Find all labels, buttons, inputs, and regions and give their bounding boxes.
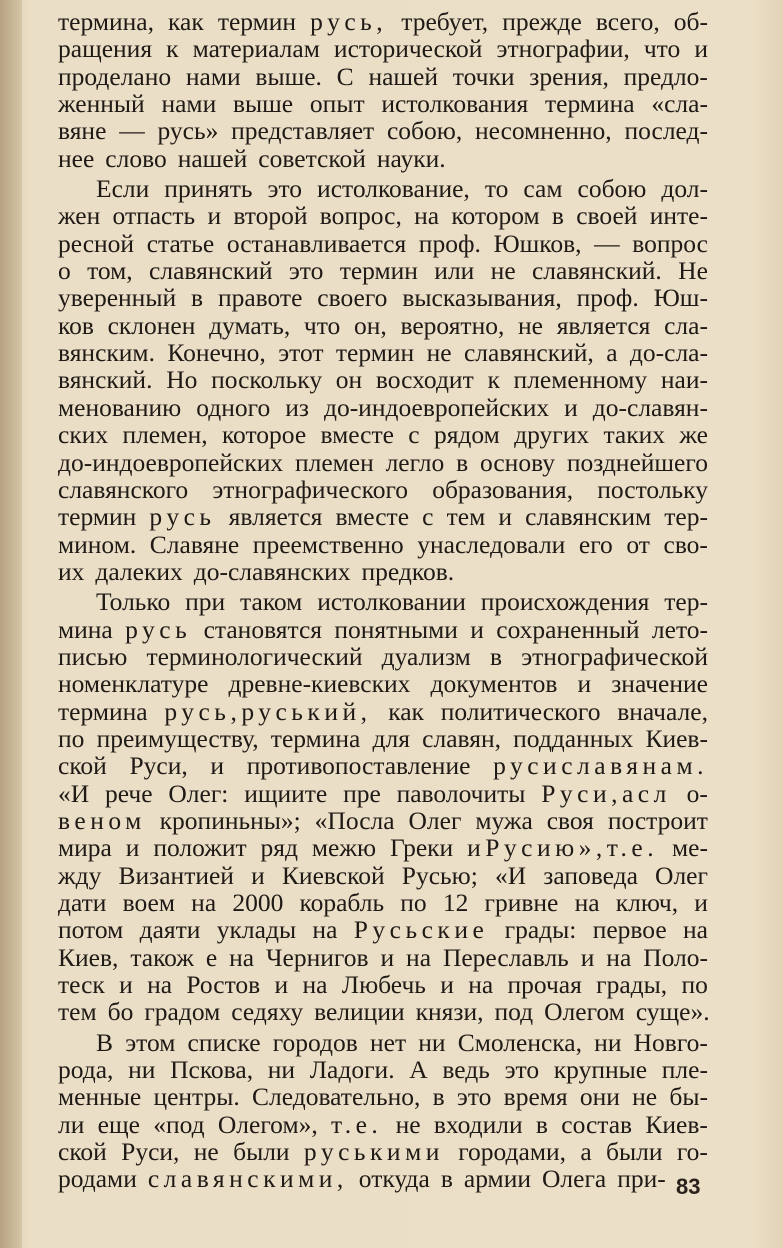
text-line: ских племен, которое вместе с рядом других таких же: [58, 420, 708, 450]
text-line: менованию одного из до-индоевропейских и до-славян-: [58, 392, 708, 422]
page-spine-shadow: [0, 0, 22, 1248]
text-line: потом даяти уклады на Русьские грады: первое на: [58, 915, 708, 945]
text-line: дати воем на 2000 корабль по 12 гривне на ключ, и: [58, 888, 708, 917]
text-line: ращения к материалам исторической этнографии, что и: [58, 34, 708, 64]
text-line: рода, ни Пскова, ни Ладоги. А ведь это крупные пле-: [58, 1055, 708, 1085]
paragraph: [58, 175, 708, 585]
text-line: мира и положит ряд межю Греки иРусию»,т.е. ме-: [58, 833, 708, 863]
text-line: славянского этнографического образования, постольку: [58, 474, 708, 504]
text-line: жен отпасть и второй вопрос, на котором в своей инте-: [58, 201, 708, 231]
text-line: о том, славянский это термин или не славянский. Не: [58, 256, 708, 286]
text-line: термина, как термин русь, требует, прежде всего, об-: [58, 7, 708, 36]
text-line: ской Руси, и противопоставление русиславянам.: [58, 751, 708, 781]
text-line: нее слово нашей советской науки.: [58, 143, 446, 173]
text-line: проделано нами выше. С нашей точки зрения, предло-: [58, 61, 708, 91]
text-line: вянский. Но поскольку он восходит к племенному наи-: [58, 365, 708, 395]
text-line: мина русь становятся понятными и сохраненный лето-: [58, 614, 708, 644]
paragraph: [58, 8, 708, 172]
text-line: их далеких до-славянских предков.: [58, 556, 455, 586]
text-line: женный нами выше опыт истолкования термина «сла-: [58, 89, 708, 119]
text-line: вяне — русь» представляет собою, несомненно, послед-: [58, 116, 708, 146]
text-line: тем бо градом седяху велиции князи, под Олегом суще».: [58, 997, 710, 1027]
text-line: Киев, також е на Чернигов и на Переславль и на Поло-: [58, 942, 708, 972]
text-line: ков склонен думать, что он, вероятно, не является сла-: [58, 310, 708, 340]
text-line: писью терминологический дуализм в этнографической: [58, 641, 708, 671]
text-line: вянским. Конечно, этот термин не славянский, а до-сла-: [58, 338, 708, 368]
text-line: до-индоевропейских племен легло в основу позднейшего: [58, 447, 708, 477]
paragraph: [58, 1029, 708, 1193]
text-line: менные центры. Следовательно, в это время они не бы-: [58, 1082, 708, 1112]
text-line: теск и на Ростов и на Любечь и на прочая грады, по: [58, 970, 708, 1000]
text-line: номенклатуре древне-киевских документов и значение: [58, 669, 708, 699]
text-line: по преимуществу, термина для славян, подданных Киев-: [58, 723, 708, 753]
text-line: ли еще «под Олегом», т.е. не входили в состав Киев-: [58, 1109, 708, 1139]
text-line: ской Руси, не были руськими городами, а были го-: [58, 1137, 708, 1167]
text-line: В этом списке городов нет ни Смоленска, ни Новго-: [96, 1027, 708, 1057]
paragraph: [58, 588, 708, 1026]
text-line: термин русь является вместе с тем и славянским тер-: [58, 502, 708, 532]
text-line: Если принять это истолкование, то сам собою дол-: [96, 174, 708, 204]
text-line: жду Византией и Киевской Русью; «И заповеда Олег: [58, 860, 708, 890]
text-line: родами славянскими, откуда в армии Олега при-: [58, 1164, 666, 1194]
page-number: 83: [676, 1174, 701, 1199]
text-line: термина русь,руський, как политического вначале,: [58, 696, 708, 726]
text-line: веном кропиньны»; «Посла Олег мужа своя построит: [58, 805, 708, 835]
text-line: «И рече Олег: ищиите пре паволочиты Руси,асл о-: [58, 778, 708, 808]
text-line: ресной статье останавливается проф. Юшков, — вопрос: [58, 228, 708, 258]
text-line: уверенный в правоте своего высказывания, проф. Юш-: [58, 283, 708, 313]
text-line: мином. Славяне преемственно унаследовали его от сво-: [58, 529, 708, 559]
text-line: Только при таком истолковании происхождения тер-: [96, 587, 708, 617]
text-column: [58, 8, 708, 1193]
